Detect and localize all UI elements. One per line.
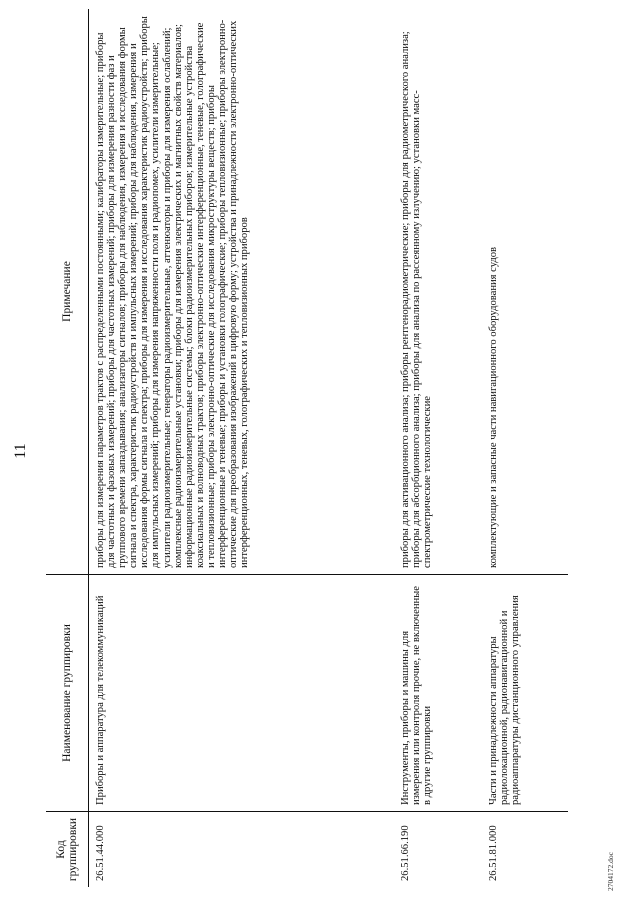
row-name: Инструменты, приборы и машины для измерения или контроля прочие, не включенные в другие группировки [394, 575, 482, 812]
table-row [482, 9, 568, 887]
header-name: Наименование группировки [46, 575, 89, 812]
row-code: 26.51.44.000 [89, 812, 395, 888]
row-note: приборы для активационного анализа; приборы рентгенорадиометрические; приборы для радиометрического анализа; приборы для абсорбционного анализа; приборы для анализа по рассеянному излучению; установки масс-спектрометрические технологические [400, 31, 434, 568]
row-name: Приборы и аппаратура для телекоммуникаций [89, 575, 395, 812]
row-code: 26.51.66.190 [394, 812, 482, 888]
header-note: Примечание [46, 9, 89, 575]
classification-table [46, 9, 568, 887]
row-note: приборы для измерения параметров трактов с распределенными постоянными; калибраторы измерительные; приборы для частотных и фазовых измерений; приборы для частотных измерений; приборы для измерения разности фаз и группового времени запаздывания; анализаторы сигналов; приборы для наблюдения, измерения и исследования формы сигнала и спектра, характеристик радиоустройств и импульсных измерений; приборы для наблюдения, измерения и исследования формы сигнала и спектра; приборы для измерения и исследования характеристик радиоустройств; приборы для импульсных измерений; приборы для измерения напряженности поля и радиопомех, усилители измерительные; усилители радиоизмерительные; генераторы радиоизмерительные, аттенюаторы и приборы для измерения ослаблений; комплексные радиоизмерительные установки; приборы для измерения электрических и магнитных свойств материалов; информационные радиоизмерительные системы; блоки радиоизмерительных приборов; измерительные устройства коаксиальных и волноводных трактов; приборы электронно-оптические интерференционные, теневые, голографические и тепловизионные; приборы электронно-оптические для исследования микроструктуры веществ; приборы интерференционные и теневые; приборы и установки голографические; приборы тепловизионные; приборы электронно-оптические для преобразования изображений в цифровую форму; устройства и принадлежности электронно-оптических интерференционных, теневых, голографических и тепловизионных приборов [95, 16, 251, 568]
document-file-code: 2704172.doc [606, 852, 615, 891]
table-header-row [46, 9, 89, 887]
table-row [89, 9, 395, 887]
row-code: 26.51.81.000 [482, 812, 568, 888]
header-code: Код группировки [46, 812, 89, 888]
table-row [394, 9, 482, 887]
row-name: Части и принадлежности аппаратуры радиолокационной, радионавигационной и радиоаппаратуры дистанционного управления [482, 575, 568, 812]
page-number: 11 [12, 443, 29, 459]
row-note: комплектующие и запасные части навигационного оборудования судов [488, 246, 499, 568]
